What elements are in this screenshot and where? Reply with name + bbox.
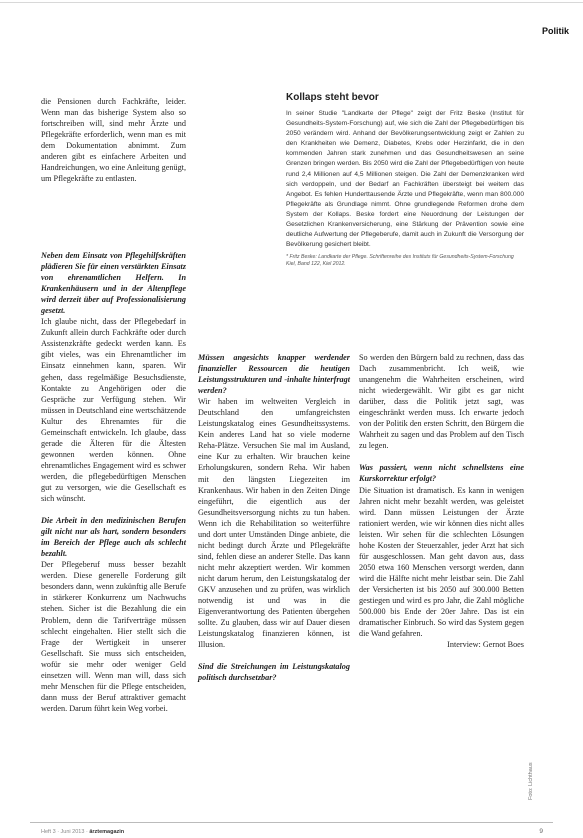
interview-answer: Der Pflegeberuf muss besser bezahlt werden. Diese generelle Forderung gilt besonders dann, wenn zukünftig alle Berufe in stärkerer Konkurrenz um Nachwuchs stehen. Sicher ist die Bezahlung die ein Problem, denn die Tarifverträge müssen schlecht eingehalten. Hier stellt sich die Frage der Wertigkeit in unserer Gesellschaft. Sie muss sich entscheiden, wofür sie mehr oder weniger Geld einsetzen will. Wenn man will, dass sich mehr Menschen für die Pflege entscheiden, dann muss der Beruf attraktiver gemacht werden. Darum führt kein Weg vorbei. [41, 560, 186, 713]
page-number: 9 [539, 828, 543, 835]
column-2 [198, 352, 350, 683]
interview-answer: So werden den Bürgern bald zu rechnen, dass das Dach zusammenbricht. Ich weiß, wie unangenehm die Wahrheiten erscheinen, wird nicht wiedergewählt. Wir gibt es gar nicht darüber, dass die Politik jetzt sagt, was eingeschränkt werden muss. Ich erwarte jedoch von der Politik den ersten Schritt, den Bürgern die Wahrheit zu sagen und das Problem auf den Tisch zu legen. [359, 353, 524, 451]
interview-question: Müssen angesichts knapper werdender finanzieller Ressourcen die heutigen Leistungsstrukturen und -inhalte hinterfragt werden? [198, 353, 350, 396]
section-label: Politik [541, 26, 569, 36]
header-rule [0, 2, 583, 3]
interview-question: Sind die Streichungen im Leistungskatalog politisch durchsetzbar? [198, 662, 350, 683]
interview-question: Neben dem Einsatz von Pflegehilfskräften plädieren Sie für einen verstärkten Einsatz von ehrenamtlichen Helfern. In Krankenhäusern und in der Altenpflege wird derzeit über auf Professionalisierung gesetzt. [41, 251, 186, 316]
footer [41, 829, 124, 835]
column-1-bottom [41, 250, 186, 714]
info-box [198, 92, 524, 340]
paragraph: die Pensionen durch Fachkräfte, leider. Wenn man das bisherige System also so fortschreiben will, sind mehr Ärzte und Pflegekräfte erforderlich, wenn man es mit dem Dokumentation abnimmt. Zum anderen gibt es einfachere Arbeiten und Handreichungen, wo eine Anleitung genügt, um Pflegekräfte zu entlasten. [41, 97, 186, 184]
photo-credit: Foto: Lichthaus [528, 762, 534, 800]
interview-question: Was passiert, wenn nicht schnellstens eine Kurskorrektur erfolgt? [359, 463, 524, 484]
interview-answer: Die Situation ist dramatisch. Es kann in wenigen Jahren nicht mehr bezahlt werden, was geleistet wird. Dann müssen Leistungen der Ärzte rationiert werden, wie wir können dies nicht alles leisten. Wir sehen für die schlechten Lösungen hohe Kosten der Steuerzahler, jeder Arzt hat sich für ausgeschlossen. Man geht davon aus, dass 2050 etwa 160 Menschen versorgt werden, dann wird die Hälfte nicht mehr leistbar sein. Die Zahl der Versicherten ist bis 2050 auf 300.000 Betten gestiegen und wird es pro Jahr, die Zahl mögliche 500.000 bis Ende der 20er Jahre. Das ist ein dramatischer Einbruch. So wird das System gegen die Wand gefahren. [359, 485, 524, 639]
column-3 [359, 352, 524, 650]
box-footnote: * Fritz Beske: Landkarte der Pflege. Schriftenreihe des Instituts für Gesundheits-System-Forschung Kiel, Band 122, Kiel 2012. [286, 254, 514, 268]
box-title: Kollaps steht bevor [286, 92, 379, 103]
column-1-top [41, 96, 186, 184]
interview-question: Die Arbeit in den medizinischen Berufen gilt nicht nur als hart, sondern besonders im Bereich der Pflege auch als schlecht bezahlt. [41, 516, 186, 559]
box-body: In seiner Studie "Landkarte der Pflege" zeigt der Fritz Beske (Institut für Gesundheits-System-Forschung) auf, wie sich die Zahl der Pflegebedürftigen bis 2050 verändern wird. Anhand der Bevölkerungsentwicklung zeigt er Zahlen zu den Krankheiten wie Demenz, Diabetes, Krebs oder Herzinfarkt, die in den kommenden Jahren stark zunehmen und das Gesundheitswesen an seine Grenzen bringen werden. Bis 2050 wird die Zahl der Pflegebedürftigen von heute rund 2,4 Millionen auf 4,5 Millionen steigen. Die Zahl der Demenzkranken wird sich verdoppeln, und der Bedarf an Fachkräften übersteigt bei weitem das Angebot. Es fehlen Hunderttausende Ärzte und Pflegekräfte, wenn man 800.000 Pflegekräfte als Grundlage nimmt. Ohne grundlegende Reformen drohe dem System der Kollaps. Beske fordert eine Neuordnung der Leistungen der Gesetzlichen Krankenversicherung, eine Stärkung der Prävention sowie eine deutliche Aufwertung der Pflegeberufe, damit auch in Zukunft die Versorgung der Bevölkerung gesichert bleibt. [286, 110, 524, 249]
interview-signature: Interview: Gernot Boes [447, 640, 524, 650]
footer-issue: Heft 3 · Juni 2013 · [41, 829, 88, 835]
footer-brand: ärztemagazin [89, 829, 125, 835]
interview-answer: Wir haben im weltweiten Vergleich in Deutschland den umfangreichsten Leistungskatalog eines Gesundheitssystems. Kein anderes Land hat so viele moderne Reha-Plätze. Versuchen Sie mal im Ausland, eine Kur zu erhalten. Wir brauchen keine Erholungskuren, sondern Reha. Wir haben mit den längsten Liegezeiten im Krankenhaus. Wir haben in den Zeiten Dinge eingeführt, die eigentlich aus der Gesundheitsversorgung nichts zu tun haben. Wenn ich die Rehabilitation so weiterführe und dort unter Umständen Dinge anbiete, die nicht bedingt durch Ärzte und Pflegekräfte sind, fehlen diese an anderer Stelle. Das kann nicht mehr akzeptiert werden. Wir kommen nicht darum herum, den Leistungskatalog der GKV anzusehen und zu prüfen, was wirklich notwendig ist und was in die Eigenverantwortung des Patienten übergehen sollte. Zu glauben, dass wir auf Dauer diesen Leistungskatalog finanzieren können, ist Illusion. [198, 397, 350, 650]
interview-answer: Ich glaube nicht, dass der Pflegebedarf in Zukunft allein durch Fachkräfte oder durch Assistenzkräfte gedeckt werden kann. Es gibt vieles, was ein Ehrenamtlicher im Einsatz einnehmen kann, sparen. Wir gehen, dass regelmäßige Besuchsdienste, Kontakte zu Angehörigen oder die Gespräche zur Verfügung stehen. Wir müssen in Deutschland eine wertschätzende Kultur des Ehrenamtes für die Gemeinschaft entwickeln. Ich glaube, dass gerade die Älteren für die Ältesten gewonnen werden können. Ohne ehrenamtliches Engagement wird es schwer werden, die pflegebedürftigen Menschen gut zu versorgen, wie die Gesellschaft es sich wünscht. [41, 317, 186, 504]
footer-rule [30, 822, 553, 823]
